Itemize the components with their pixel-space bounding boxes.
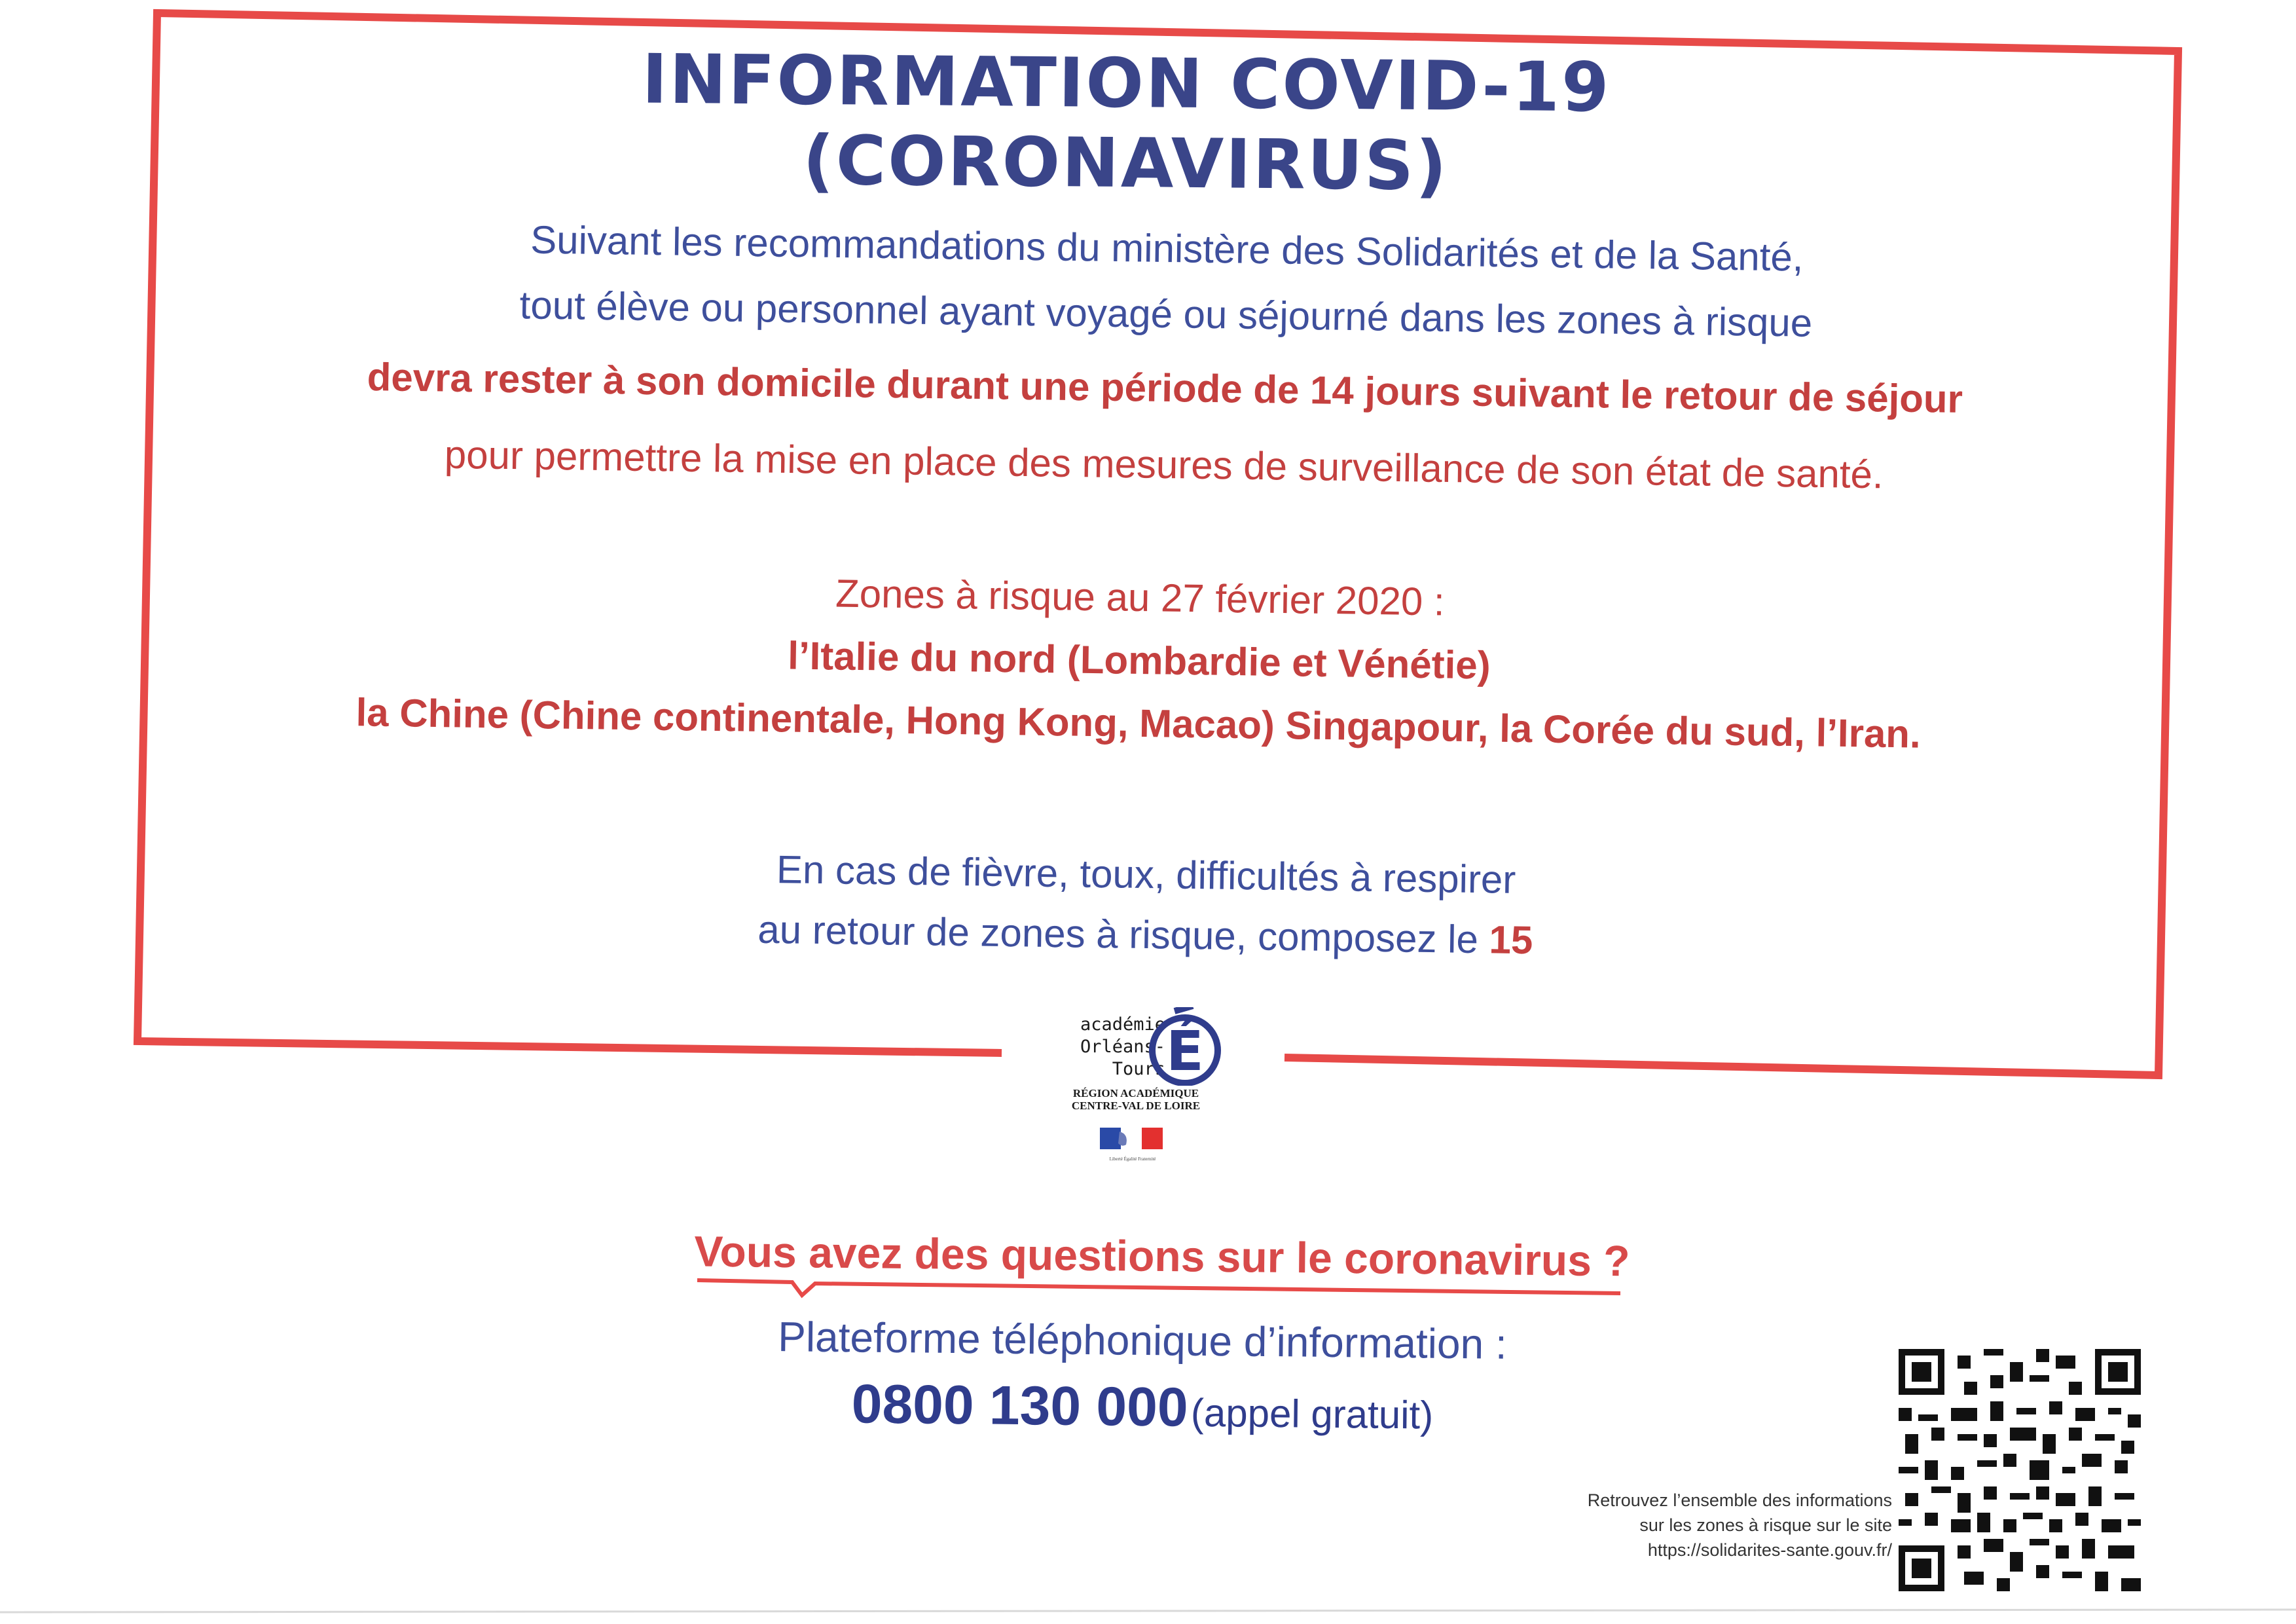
intro-line-2: tout élève ou personnel ayant voyagé ou séjourné dans les zones à risque (519, 283, 1813, 345)
zones-heading: Zones à risque au 27 février 2020 : (835, 571, 1446, 624)
find-more-line-1: Retrouvez l’ensemble des informations (1587, 1490, 1892, 1510)
intro-line-3: devra rester à son domicile durant une période de 14 jours suivant le retour de séjour (367, 354, 1963, 422)
intro-line-4: pour permettre la mise en place des mesures de surveillance de son état de santé. (444, 432, 1884, 497)
region-line-2: CENTRE-VAL DE LOIRE (1071, 1099, 1201, 1112)
phone-note: (appel gratuit) (1190, 1390, 1434, 1437)
emergency-text: au retour de zones à risque, composez le (757, 907, 1479, 962)
questions-heading: Vous avez des questions sur le coronavirus ? (694, 1227, 1630, 1285)
marianne-flag-icon (1100, 1128, 1163, 1149)
find-more-info (1440, 1488, 1892, 1562)
flag-motto: Liberté Égalité Fraternité (1109, 1156, 1156, 1162)
phone-line (694, 1371, 1592, 1443)
find-more-url: https://solidarites-sante.gouv.fr/ (1647, 1540, 1892, 1560)
intro-paragraph (247, 203, 2084, 513)
emergency-info (589, 837, 1703, 973)
phone-number: 0800 130 000 (851, 1373, 1189, 1438)
zones-asia: la Chine (Chine continentale, Hong Kong, Macao) Singapour, la Corée du sud, l’Iran. (355, 690, 1922, 756)
academie-e-icon (1146, 1007, 1231, 1086)
emergency-line-1: En cas de fièvre, toux, difficultés à respirer (776, 847, 1516, 902)
qr-code-icon (1899, 1349, 2141, 1591)
zones-italy: l’Italie du nord (Lombardie et Vénétie) (787, 633, 1491, 688)
academie-e-letter: É (1166, 1019, 1204, 1083)
find-more-line-2: sur les zones à risque sur le site (1639, 1515, 1892, 1535)
emergency-number: 15 (1489, 917, 1533, 963)
risk-zones (287, 555, 1992, 767)
academie-line-2: Orléans-Tours (1080, 1037, 1165, 1079)
region-line-1: RÉGION ACADÉMIQUE (1072, 1087, 1199, 1099)
page-edge-line (0, 1610, 2296, 1612)
region-label (1038, 1087, 1234, 1112)
academie-line-1: académie (1080, 1014, 1165, 1035)
intro-line-1: Suivant les recommandations du ministère des Solidarités et de la Santé, (530, 217, 1804, 280)
page-title: INFORMATION COVID-19 (CORONAVIRUS) (642, 39, 1611, 206)
academie-logo (1008, 982, 1257, 1179)
platform-label: Plateforme téléphonique d’information : (777, 1313, 1508, 1368)
